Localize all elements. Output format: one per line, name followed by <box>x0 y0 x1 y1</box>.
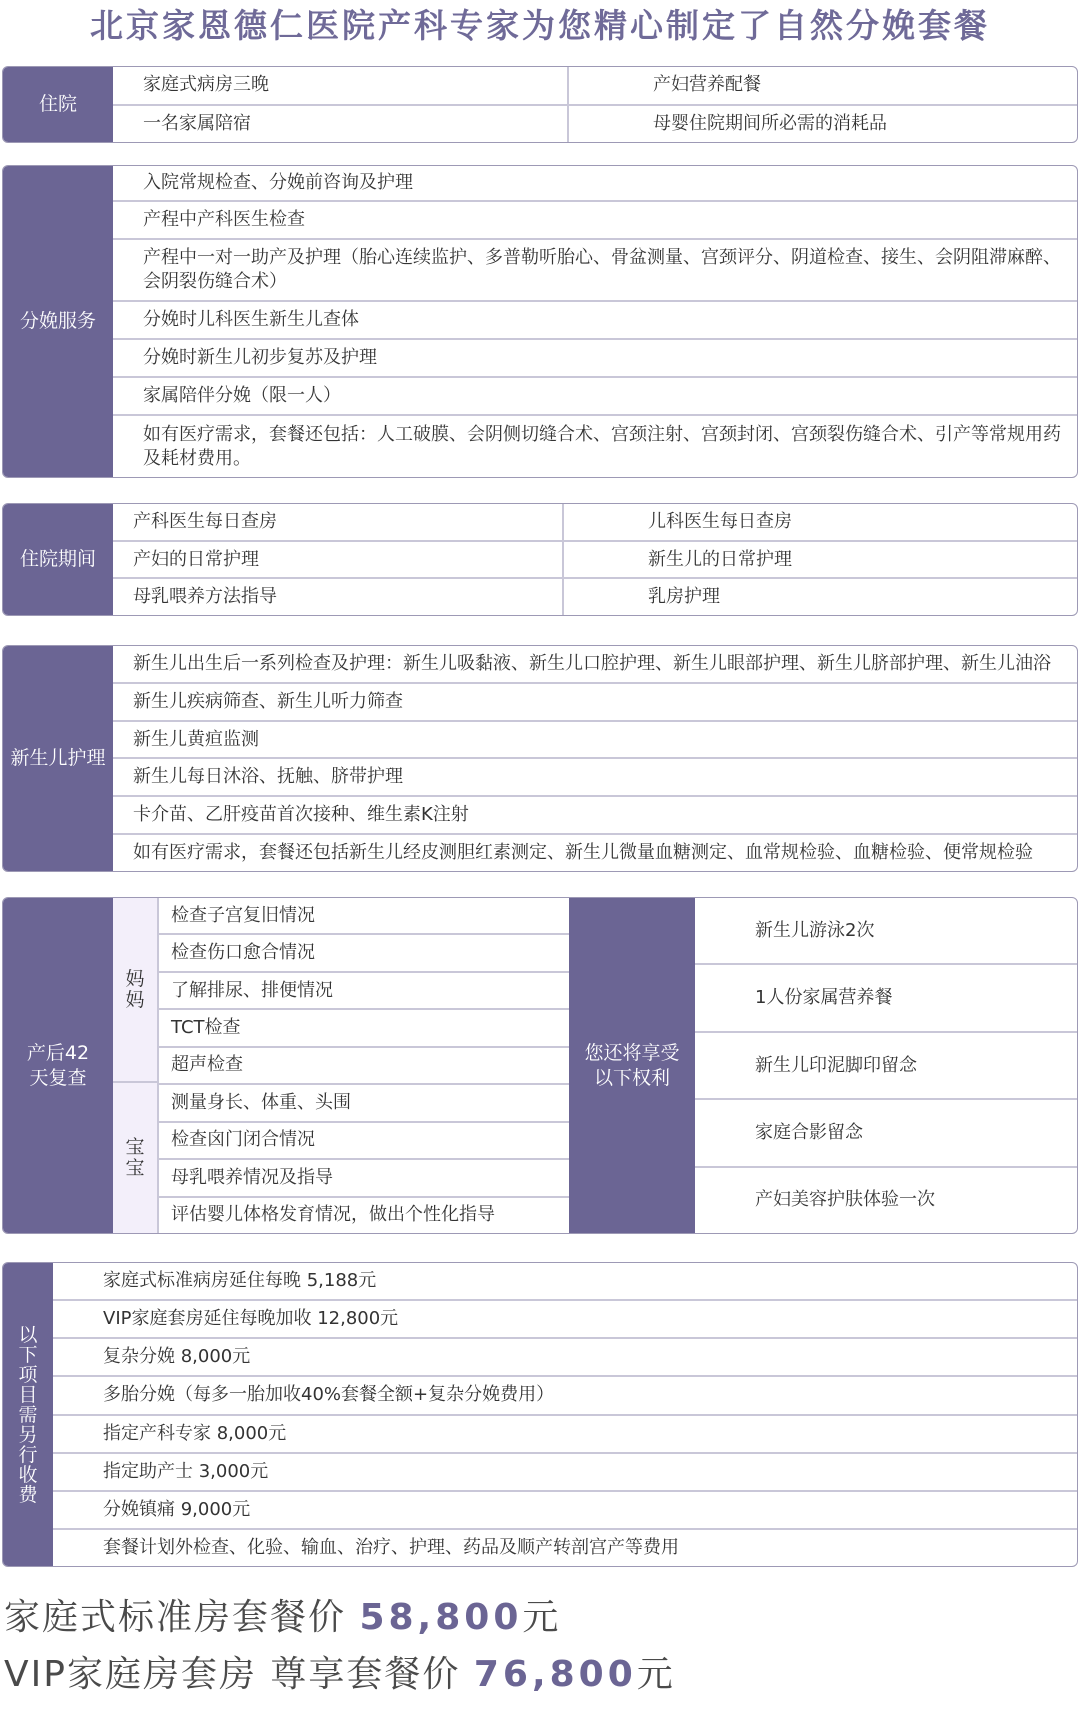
benefits-label-text: 您还将享受以下权利 <box>584 1041 680 1089</box>
table-cell: 母婴住院期间所必需的消耗品 <box>567 106 1077 143</box>
list-item: 1人份家属营养餐 <box>695 965 1077 1032</box>
list-item: 分娩时儿科医生新生儿查体 <box>113 302 1077 340</box>
price-standard <box>4 1595 560 1641</box>
table-row <box>113 579 1077 615</box>
section-newborn-care <box>2 645 1078 872</box>
table-row <box>113 542 1077 580</box>
list-item: 新生儿每日沐浴、抚触、脐带护理 <box>113 759 1077 797</box>
list-item: 如有医疗需求，套餐还包括新生儿经皮测胆红素测定、新生儿微量血糖测定、血常规检验、血糖检验、便常规检验 <box>133 842 1033 864</box>
list-item: 测量身长、体重、头围 <box>159 1085 569 1122</box>
list-item: 产程中产科医生检查 <box>113 202 1077 240</box>
table-cell: 产妇的日常护理 <box>133 548 259 570</box>
list-item: TCT检查 <box>159 1010 569 1047</box>
list-item: 产妇美容护肤体验一次 <box>755 1189 935 1211</box>
list-item: 如有医疗需求，套餐还包括：人工破膜、会阴侧切缝合术、宫颈注射、宫颈封闭、宫颈裂伤缝合术、引产等常规用药及耗材费用。 <box>143 423 1061 469</box>
list-item: 家庭式标准病房延住每晚 5,188元 <box>53 1263 1077 1301</box>
list-item: 家属陪伴分娩（限一人） <box>113 378 1077 416</box>
list-item: 入院常规检查、分娩前咨询及护理 <box>113 166 1077 202</box>
subgroup-labels <box>113 898 159 1233</box>
table-cell: 母乳喂养方法指导 <box>133 586 277 608</box>
table-cell: 家庭式病房三晚 <box>143 74 269 96</box>
list-item: 多胎分娩（每多一胎加收40%套餐全额+复杂分娩费用） <box>53 1377 1077 1415</box>
table-cell: 产妇营养配餐 <box>567 67 1077 104</box>
baby-label <box>113 1083 159 1233</box>
list-item: 新生儿疾病筛查、新生儿听力筛查 <box>113 684 1077 722</box>
list-item: 新生儿出生后一系列检查及护理：新生儿吸黏液、新生儿口腔护理、新生儿眼部护理、新生儿脐部护理、新生儿油浴 <box>113 646 1077 684</box>
price-vip <box>4 1652 675 1698</box>
list-item: 新生儿游泳2次 <box>695 898 1077 965</box>
price-amount: 76,800 <box>473 1654 637 1695</box>
section-label-stay: 住院 <box>3 67 113 142</box>
list-item: 复杂分娩 8,000元 <box>53 1339 1077 1377</box>
mom-label-text: 妈妈 <box>125 967 145 1011</box>
table-row <box>113 504 1077 542</box>
price-amount: 58,800 <box>359 1597 523 1638</box>
list-item: 超声检查 <box>159 1048 569 1085</box>
section-label-during-stay: 住院期间 <box>3 504 113 615</box>
section-stay <box>2 66 1078 143</box>
page-title: 北京家恩德仁医院产科专家为您精心制定了自然分娩套餐 <box>90 6 990 45</box>
list-item: 评估婴儿体格发育情况，做出个性化指导 <box>171 1204 495 1226</box>
mom-label <box>113 898 159 1083</box>
list-item: 检查囟门闭合情况 <box>159 1123 569 1160</box>
section-label-extra-charges <box>3 1263 53 1566</box>
list-item: 家庭合影留念 <box>695 1100 1077 1167</box>
section-delivery <box>2 165 1078 478</box>
section-extra-charges <box>2 1262 1078 1567</box>
list-item: 指定助产士 3,000元 <box>53 1454 1077 1492</box>
table-row <box>113 106 1077 143</box>
list-item: 新生儿黄疸监测 <box>113 722 1077 760</box>
list-item: 分娩镇痛 9,000元 <box>53 1492 1077 1530</box>
table-cell: 乳房护理 <box>562 579 1077 615</box>
benefits-label <box>569 898 695 1233</box>
list-item: 卡介苗、乙肝疫苗首次接种、维生素K注射 <box>113 797 1077 835</box>
list-item: 指定产科专家 8,000元 <box>53 1416 1077 1454</box>
postpartum-label-text: 产后42天复查 <box>26 1041 90 1089</box>
extra-label-text: 以下项目需另行收费 <box>18 1323 38 1506</box>
table-row <box>113 67 1077 106</box>
table-cell: 新生儿的日常护理 <box>562 542 1077 578</box>
table-cell: 产科医生每日查房 <box>133 510 277 532</box>
checkup-items <box>159 898 569 1233</box>
price-label: VIP家庭房套房 尊享套餐价 <box>4 1654 474 1695</box>
list-item: 产程中一对一助产及护理（胎心连续监护、多普勒听胎心、骨盆测量、宫颈评分、阴道检查、接生、会阴阻滞麻醉、会阴裂伤缝合术） <box>113 240 1077 302</box>
list-item: 套餐计划外检查、化验、输血、治疗、护理、药品及顺产转剖宫产等费用 <box>103 1536 679 1558</box>
table-cell: 一名家属陪宿 <box>143 112 251 134</box>
list-item: 检查伤口愈合情况 <box>159 935 569 972</box>
list-item: 检查子宫复旧情况 <box>159 898 569 935</box>
section-label-delivery: 分娩服务 <box>3 166 113 477</box>
list-item: VIP家庭套房延住每晚加收 12,800元 <box>53 1301 1077 1339</box>
baby-label-text: 宝宝 <box>125 1136 145 1179</box>
section-label-postpartum <box>3 898 113 1233</box>
price-unit: 元 <box>522 1597 561 1638</box>
section-during-stay <box>2 503 1078 616</box>
list-item: 了解排尿、排便情况 <box>159 973 569 1010</box>
list-item: 分娩时新生儿初步复苏及护理 <box>113 340 1077 378</box>
price-unit: 元 <box>636 1654 675 1695</box>
list-item: 新生儿印泥脚印留念 <box>695 1033 1077 1100</box>
list-item: 母乳喂养情况及指导 <box>159 1160 569 1197</box>
section-postpartum-checkup <box>2 897 1078 1234</box>
benefits-list <box>695 898 1077 1233</box>
price-label: 家庭式标准房套餐价 <box>4 1597 360 1638</box>
section-label-newborn-care: 新生儿护理 <box>3 646 113 871</box>
table-cell: 儿科医生每日查房 <box>562 504 1077 540</box>
